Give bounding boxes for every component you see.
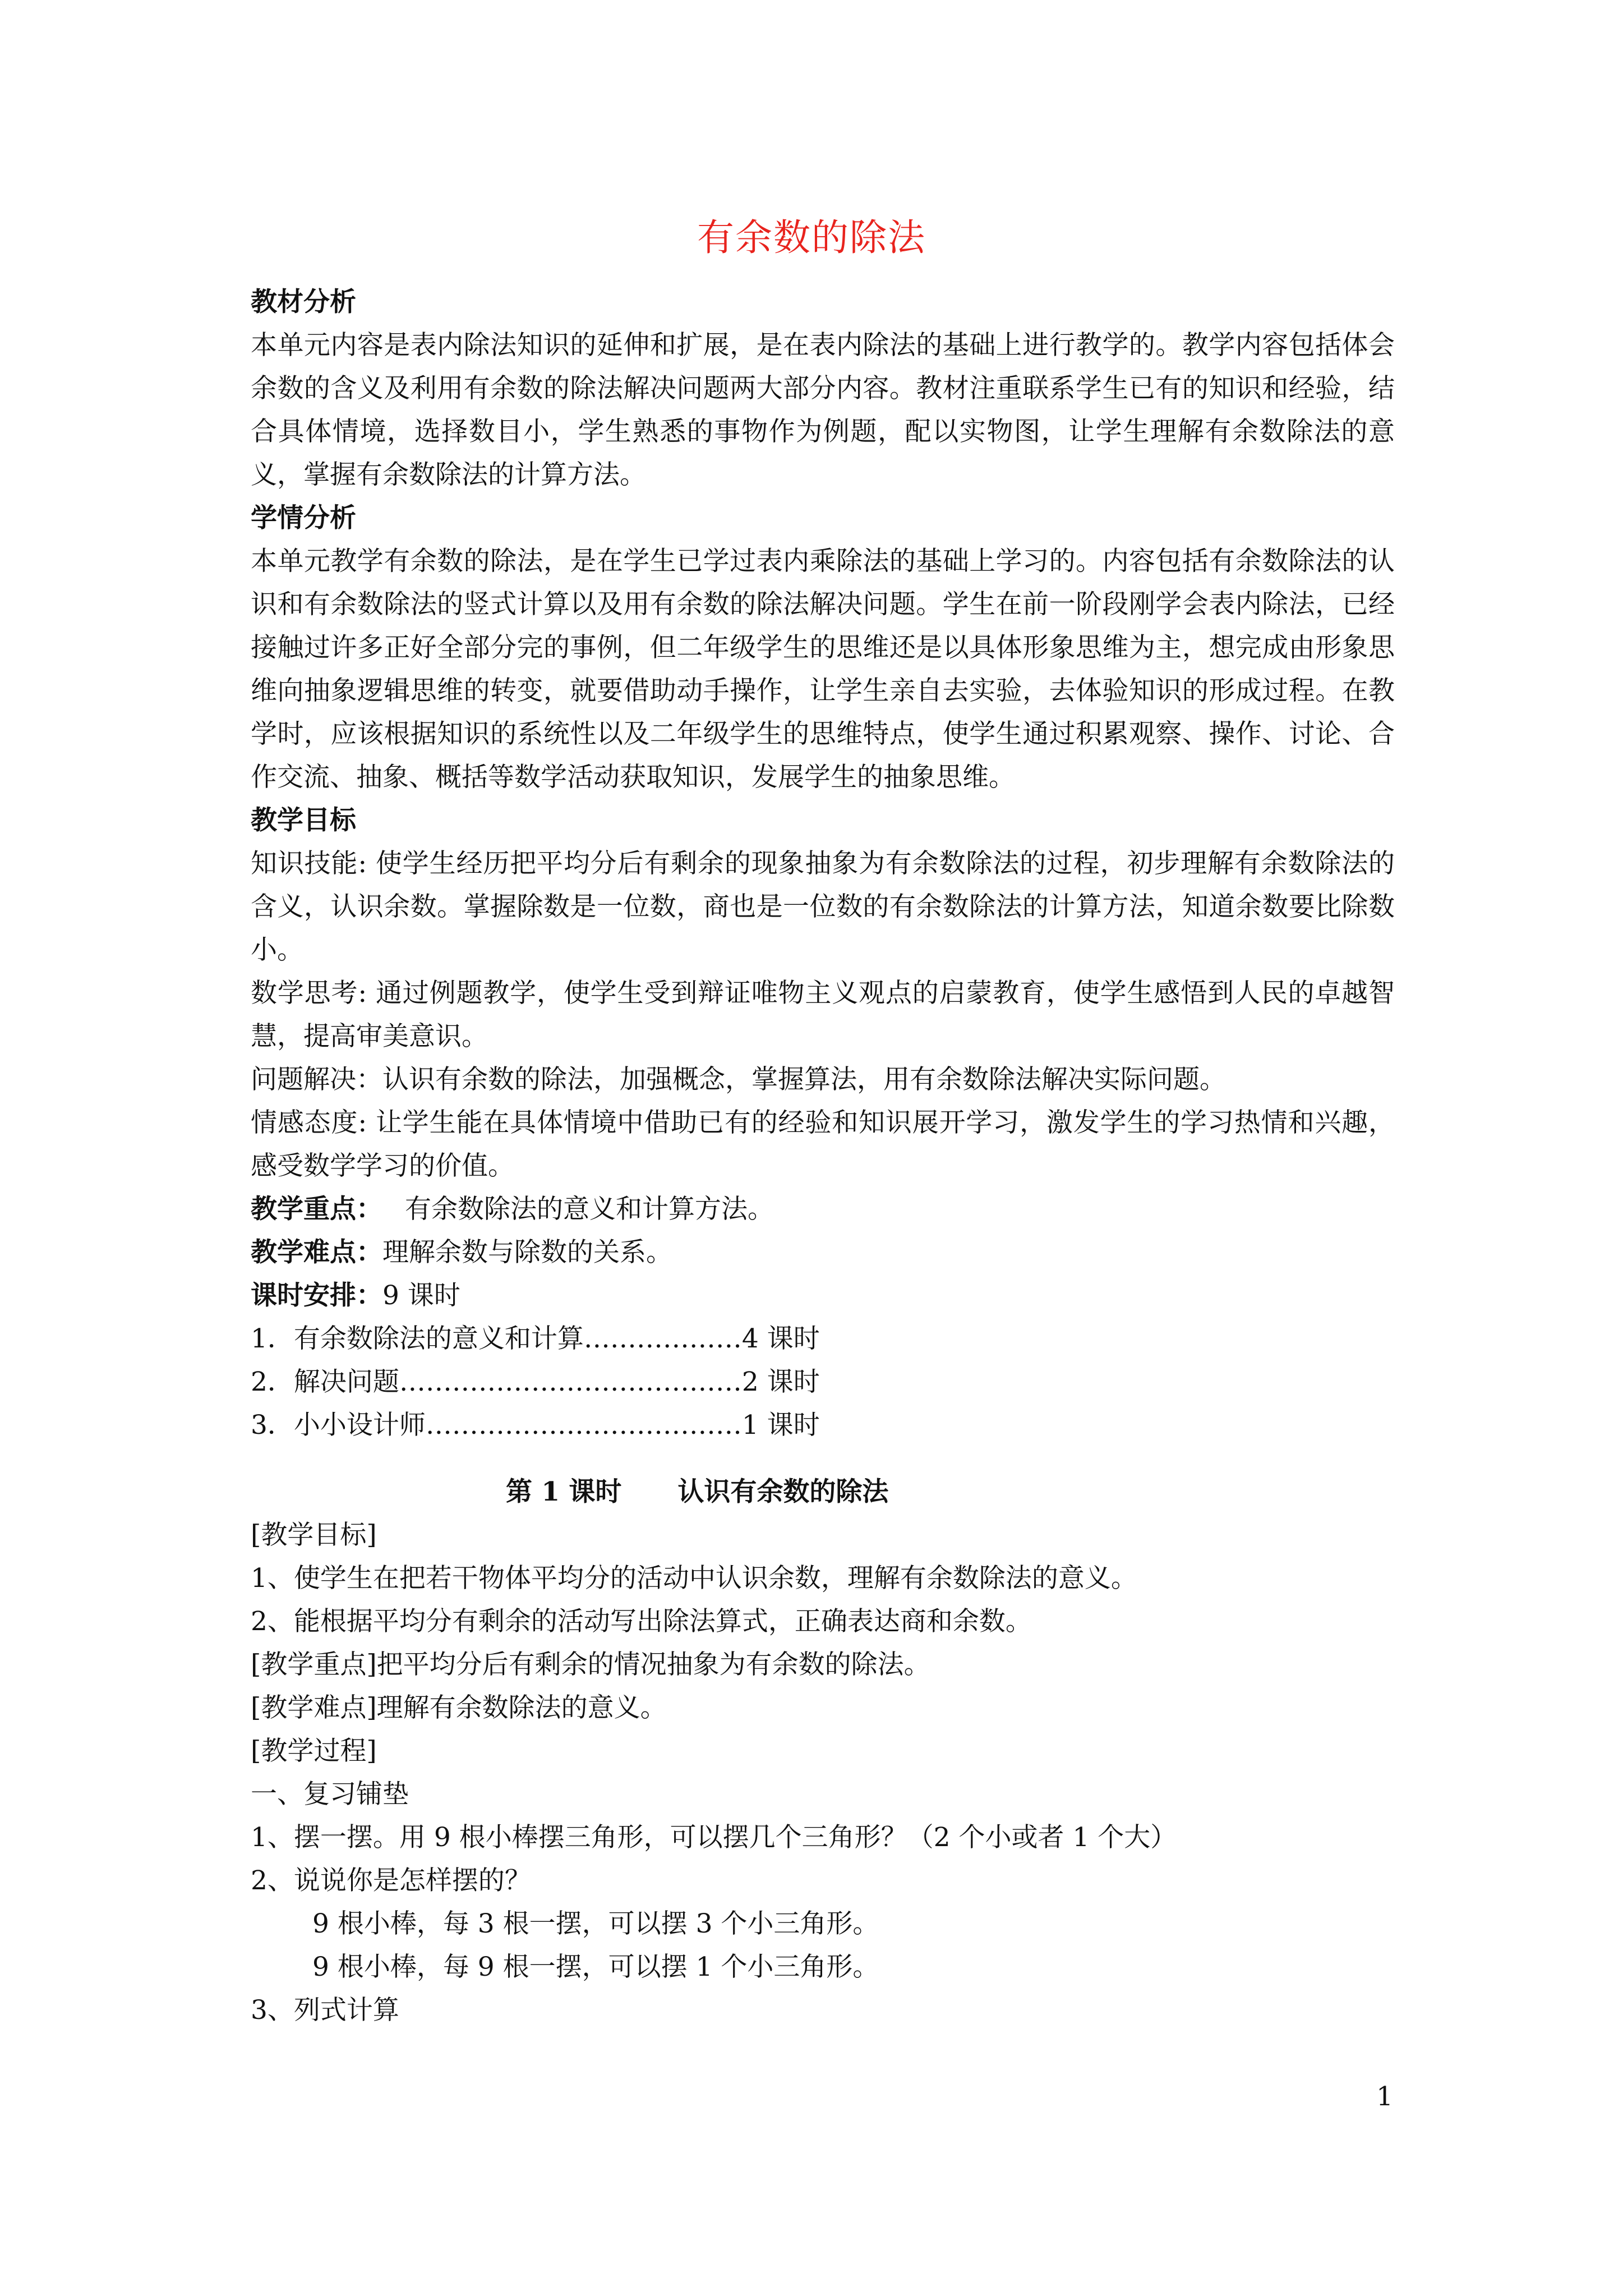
document-body — [251, 280, 1395, 2032]
schedule-label: 课时安排： — [251, 1280, 382, 1311]
schedule-item: 2．解决问题…………………………………2 课时 — [251, 1366, 820, 1397]
teaching-goals-heading: 教学目标 — [251, 805, 356, 836]
goal-knowledge: 知识技能: 使学生经历把平均分后有剩余的现象抽象为有余数除法的过程，初步理解有余数除法的含义，认识余数。掌握除数是一位数，商也是一位数的有余数除法的计算方法，知道余数要比除数小。 — [251, 848, 1395, 965]
lesson-step-2b: 9 根小棒，每 9 根一摆，可以摆 1 个小三角形。 — [312, 1952, 879, 1982]
lesson-process-label: [教学过程] — [251, 1736, 377, 1766]
learner-analysis-text: 本单元教学有余数的除法，是在学生已学过表内乘除法的基础上学习的。内容包括有余数除法的认识和有余数除法的竖式计算以及用有余数的除法解决问题。学生在前一阶段刚学会表内除法，已经接触过许多正好全部分完的事例，但二年级学生的思维还是以具体形象思维为主，想完成由形象思维向抽象逻辑思维的转变，就要借助动手操作，让学生亲自去实验，去体验知识的形成过程。在教学时，应该根据知识的系统性以及二年级学生的思维特点，使学生通过积累观察、操作、讨论、合作交流、抽象、概括等数学活动获取知识，发展学生的抽象思维。 — [251, 546, 1395, 793]
lesson-heading — [251, 1470, 1395, 1513]
key-point-text: 有余数除法的意义和计算方法。 — [405, 1194, 774, 1225]
difficulty-line — [251, 1231, 1395, 1274]
goal-attitude: 情感态度: 让学生能在具体情境中借助已有的经验和知识展开学习，激发学生的学习热情和兴趣，感受数学学习的价值。 — [251, 1107, 1395, 1181]
lesson-difficulty: [教学难点]理解有余数除法的意义。 — [251, 1692, 667, 1723]
difficulty-label: 教学难点： — [251, 1237, 382, 1268]
key-point-line — [251, 1188, 1395, 1231]
lesson-step-1: 1、摆一摆。用 9 根小棒摆三角形，可以摆几个三角形？（2 个小或者 1 个大） — [251, 1822, 1177, 1853]
goal-thinking: 数学思考: 通过例题教学，使学生受到辩证唯物主义观点的启蒙教育，使学生感悟到人民的卓越智慧，提高审美意识。 — [251, 978, 1395, 1052]
schedule-text: 9 课时 — [382, 1280, 460, 1311]
schedule-item: 1．有余数除法的意义和计算………………4 课时 — [251, 1323, 820, 1354]
lesson-name: 认识有余数的除法 — [677, 1476, 889, 1507]
materials-analysis-heading: 教材分析 — [251, 287, 356, 318]
lesson-goal-1: 1、使学生在把若干物体平均分的活动中认识余数，理解有余数除法的意义。 — [251, 1563, 1137, 1594]
lesson-step-3: 3、列式计算 — [251, 1995, 399, 2026]
lesson-goal-2: 2、能根据平均分有剩余的活动写出除法算式，正确表达商和余数。 — [251, 1606, 1032, 1637]
lesson-step-2: 2、说说你是怎样摆的？ — [251, 1865, 531, 1896]
lesson-goals-label: [教学目标] — [251, 1520, 377, 1550]
lesson-key-point: [教学重点]把平均分后有剩余的情况抽象为有余数的除法。 — [251, 1649, 930, 1680]
key-point-label: 教学重点： — [251, 1194, 382, 1225]
goal-problem-solving: 问题解决：认识有余数的除法，加强概念，掌握算法，用有余数除法解决实际问题。 — [251, 1064, 1226, 1095]
document-title: 有余数的除法 — [697, 216, 926, 259]
materials-analysis-text: 本单元内容是表内除法知识的延伸和扩展，是在表内除法的基础上进行教学的。教学内容包括体会余数的含义及利用有余数的除法解决问题两大部分内容。教材注重联系学生已有的知识和经验，结合具体情境，选择数目小，学生熟悉的事物作为例题，配以实物图，让学生理解有余数除法的意义，掌握有余数除法的计算方法。 — [251, 330, 1395, 490]
lesson-number: 第 1 课时 — [506, 1476, 622, 1507]
schedule-item: 3．小小设计师………………………………1 课时 — [251, 1410, 820, 1441]
difficulty-text: 理解余数与除数的关系。 — [382, 1237, 672, 1268]
lesson-section-1: 一、复习铺垫 — [251, 1779, 409, 1810]
schedule-line — [251, 1274, 1395, 1317]
page-number: 1 — [1376, 2081, 1393, 2112]
learner-analysis-heading: 学情分析 — [251, 503, 356, 533]
lesson-step-2a: 9 根小棒，每 3 根一摆，可以摆 3 个小三角形。 — [312, 1908, 879, 1939]
